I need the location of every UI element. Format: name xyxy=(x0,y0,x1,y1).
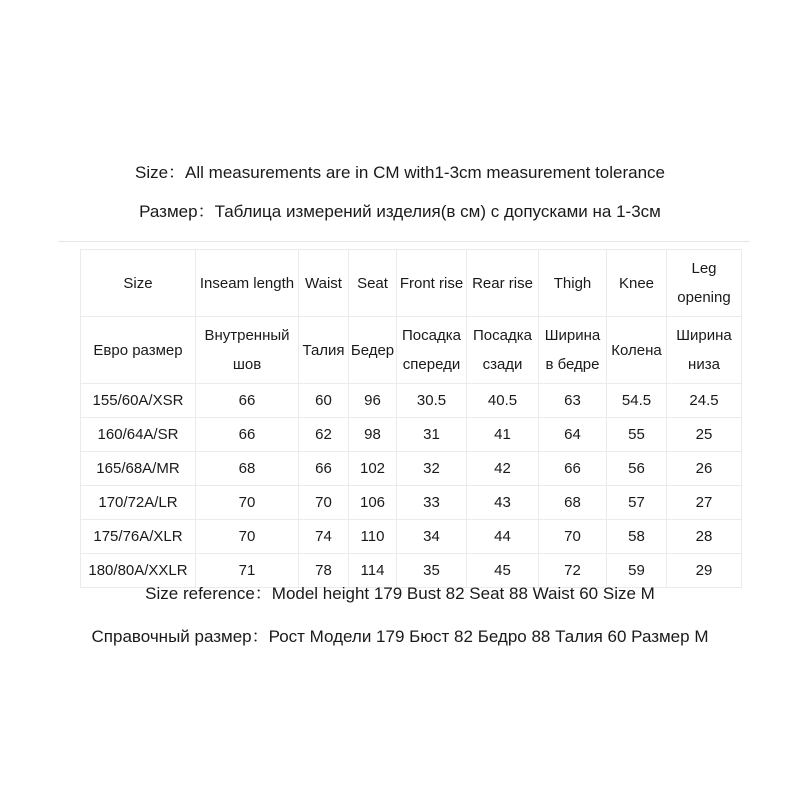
table-cell: 66 xyxy=(196,384,299,418)
table-header-row-ru xyxy=(81,317,742,384)
table-cell: 28 xyxy=(667,520,742,554)
table-cell: 70 xyxy=(539,520,607,554)
table-cell: 110 xyxy=(349,520,397,554)
size-table xyxy=(80,249,742,588)
table-cell: 41 xyxy=(467,418,539,452)
table-cell: 60 xyxy=(299,384,349,418)
column-header: Waist xyxy=(299,250,349,317)
table-cell: 29 xyxy=(667,554,742,588)
table-cell: 54.5 xyxy=(607,384,667,418)
table-cell: 155/60A/XSR xyxy=(81,384,196,418)
table-cell: 114 xyxy=(349,554,397,588)
column-header: Inseam length xyxy=(196,250,299,317)
table-cell: 63 xyxy=(539,384,607,418)
table-cell: 102 xyxy=(349,452,397,486)
column-header: Посадка сзади xyxy=(467,317,539,384)
header-measurement-note-en: Size：All measurements are in CM with1-3cm measurement tolerance xyxy=(134,163,666,182)
table-cell: 45 xyxy=(467,554,539,588)
table-cell: 180/80A/XXLR xyxy=(81,554,196,588)
table-cell: 32 xyxy=(397,452,467,486)
column-header: Front rise xyxy=(397,250,467,317)
table-row xyxy=(81,520,742,554)
column-header: Ширина низа xyxy=(667,317,742,384)
table-row xyxy=(81,418,742,452)
table-cell: 71 xyxy=(196,554,299,588)
column-header: Посадка спереди xyxy=(397,317,467,384)
column-header: Seat xyxy=(349,250,397,317)
table-cell: 34 xyxy=(397,520,467,554)
table-cell: 58 xyxy=(607,520,667,554)
table-cell: 35 xyxy=(397,554,467,588)
column-header: Талия xyxy=(299,317,349,384)
table-cell: 68 xyxy=(196,452,299,486)
table-cell: 30.5 xyxy=(397,384,467,418)
table-cell: 78 xyxy=(299,554,349,588)
column-header: Колена xyxy=(607,317,667,384)
table-row xyxy=(81,486,742,520)
table-cell: 44 xyxy=(467,520,539,554)
table-cell: 57 xyxy=(607,486,667,520)
column-header: Внутренный шов xyxy=(196,317,299,384)
table-cell: 25 xyxy=(667,418,742,452)
table-cell: 96 xyxy=(349,384,397,418)
column-header: Thigh xyxy=(539,250,607,317)
column-header: Евро размер xyxy=(81,317,196,384)
table-cell: 66 xyxy=(196,418,299,452)
table-cell: 66 xyxy=(299,452,349,486)
column-header: Ширина в бедре xyxy=(539,317,607,384)
table-cell: 59 xyxy=(607,554,667,588)
table-cell: 42 xyxy=(467,452,539,486)
table-cell: 27 xyxy=(667,486,742,520)
table-cell: 66 xyxy=(539,452,607,486)
table-cell: 68 xyxy=(539,486,607,520)
table-cell: 55 xyxy=(607,418,667,452)
column-header: Size xyxy=(81,250,196,317)
table-row xyxy=(81,384,742,418)
table-cell: 24.5 xyxy=(667,384,742,418)
table-header-row-en xyxy=(81,250,742,317)
table-row xyxy=(81,452,742,486)
table-cell: 70 xyxy=(299,486,349,520)
table-cell: 74 xyxy=(299,520,349,554)
header-measurement-note-ru: Размер：Таблица измерений изделия(в см) с допусками на 1-3см xyxy=(139,202,661,221)
column-header: Knee xyxy=(607,250,667,317)
table-cell: 43 xyxy=(467,486,539,520)
table-cell: 64 xyxy=(539,418,607,452)
table-cell: 70 xyxy=(196,486,299,520)
table-cell: 72 xyxy=(539,554,607,588)
table-cell: 31 xyxy=(397,418,467,452)
table-cell: 26 xyxy=(667,452,742,486)
column-header: Бедер xyxy=(349,317,397,384)
table-cell: 165/68A/MR xyxy=(81,452,196,486)
column-header: Leg opening xyxy=(667,250,742,317)
table-cell: 33 xyxy=(397,486,467,520)
column-header: Rear rise xyxy=(467,250,539,317)
table-cell: 62 xyxy=(299,418,349,452)
table-cell: 56 xyxy=(607,452,667,486)
size-reference-ru: Справочный размер：Рост Модели 179 Бюст 82 Бедро 88 Талия 60 Размер M xyxy=(91,627,709,646)
table-cell: 98 xyxy=(349,418,397,452)
table-cell: 175/76A/XLR xyxy=(81,520,196,554)
table-cell: 106 xyxy=(349,486,397,520)
divider xyxy=(58,241,750,242)
table-cell: 170/72A/LR xyxy=(81,486,196,520)
table-cell: 160/64A/SR xyxy=(81,418,196,452)
table-cell: 40.5 xyxy=(467,384,539,418)
table-cell: 70 xyxy=(196,520,299,554)
size-reference-en: Size reference：Model height 179 Bust 82 Seat 88 Waist 60 Size M xyxy=(145,584,655,603)
